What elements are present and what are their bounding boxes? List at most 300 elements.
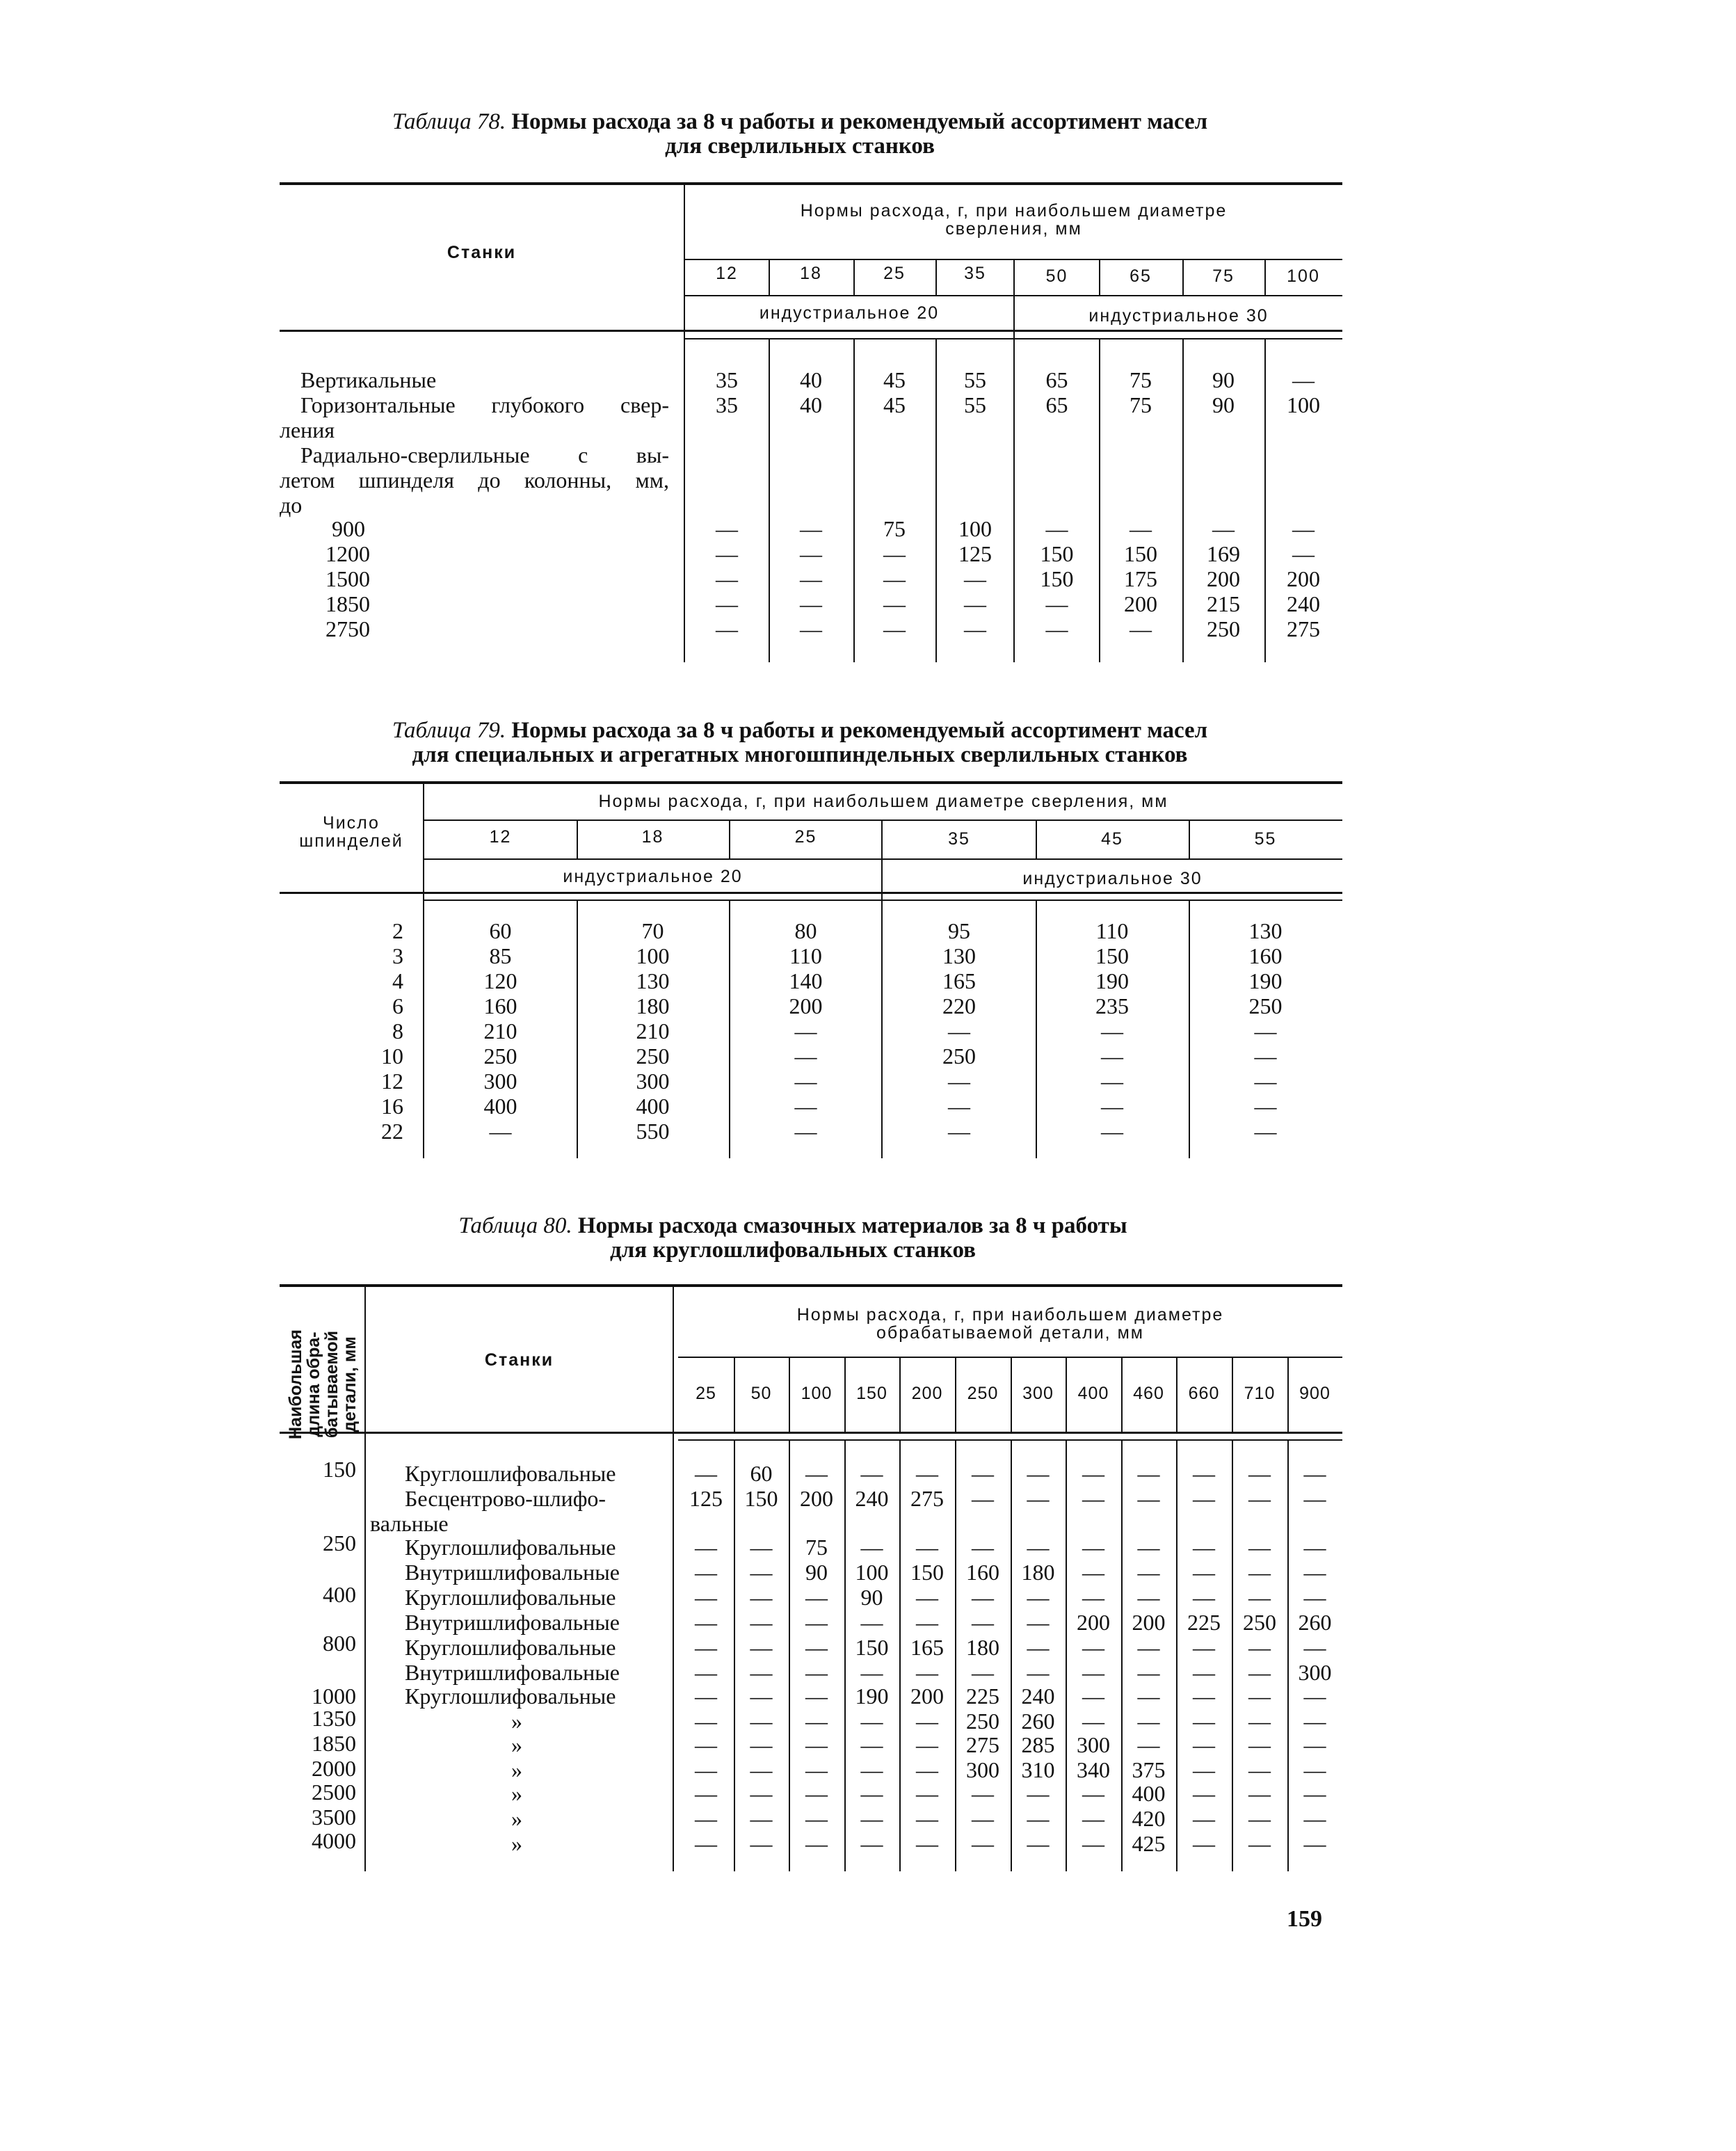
t80-row-label: Внутришлифовальные [405, 1560, 620, 1585]
t80-rule-header-bottom [280, 1432, 1342, 1434]
t80-value-cell: — [1137, 1732, 1160, 1757]
t80-value-cell: — [750, 1635, 773, 1660]
t79-rule-top [280, 781, 1342, 784]
t80-length-cell: 250 [323, 1530, 356, 1556]
t80-value-cell: — [1193, 1660, 1215, 1685]
t80-value-cell: — [805, 1806, 828, 1831]
t80-length-cell: 1000 [312, 1684, 356, 1709]
t80-diameter-header: 150 [856, 1384, 887, 1403]
t78-value-cell: — [1045, 591, 1068, 616]
t80-value-cell: 150 [855, 1635, 889, 1660]
t79-value-cell: 80 [794, 918, 817, 943]
t80-value-cell: 100 [855, 1560, 889, 1585]
t79-value-cell: 300 [636, 1069, 670, 1094]
t78-value-cell: — [716, 516, 738, 541]
t80-value-cell: — [750, 1684, 773, 1709]
t78-value-cell: 250 [1207, 616, 1240, 641]
t80-value-cell: — [1303, 1635, 1326, 1660]
t80-value-cell: — [1303, 1585, 1326, 1610]
t78-value-cell: 45 [883, 367, 906, 392]
t80-diameter-header: 710 [1244, 1384, 1276, 1403]
t80-value-cell: 275 [966, 1732, 999, 1757]
t80-value-cell: — [750, 1585, 773, 1610]
t80-value-cell: — [1137, 1461, 1160, 1486]
t80-value-cell: 250 [966, 1709, 999, 1734]
t80-value-cell: 425 [1132, 1831, 1166, 1856]
t80-value-cell: — [1303, 1732, 1326, 1757]
t80-vert-header-line1: Наибольшая [286, 1329, 305, 1439]
t80-diameter-header: 200 [911, 1384, 943, 1403]
t80-value-cell: 150 [910, 1560, 944, 1585]
t79-value-cell: — [794, 1043, 817, 1069]
t78-value-cell: 125 [958, 541, 992, 566]
t78-value-cell: — [964, 616, 986, 641]
t80-value-cell: — [972, 1660, 994, 1685]
t78-value-cell: — [883, 616, 906, 641]
t80-value-cell: — [750, 1757, 773, 1782]
t79-value-cell: — [1254, 1043, 1277, 1069]
t80-value-cell: — [1193, 1831, 1215, 1856]
t80-value-cell: — [860, 1461, 883, 1486]
t80-value-cell: — [1082, 1535, 1104, 1560]
t79-diameter-sep [1036, 821, 1037, 858]
t80-length-cell: 400 [323, 1582, 356, 1607]
t79-rule-diam-bottom [424, 858, 1342, 860]
t78-group-header-line1: Нормы расхода, г, при наибольшем диаметре [800, 201, 1228, 221]
t80-length-cell: 1350 [312, 1706, 356, 1731]
t80-value-cell: — [695, 1757, 717, 1782]
t79-value-cell: 165 [942, 968, 976, 993]
t79-diameter-header: 18 [641, 827, 664, 847]
t79-value-cell: — [948, 1094, 970, 1119]
t80-value-cell: — [1248, 1660, 1271, 1685]
t78-value-cell: 240 [1287, 591, 1320, 616]
t80-value-cell: — [805, 1732, 828, 1757]
t79-value-cell: 110 [789, 943, 822, 968]
t79-value-cell: 85 [489, 943, 512, 968]
t80-value-cell: — [1193, 1535, 1215, 1560]
t79-rule-diam-top [424, 819, 1342, 821]
t80-value-cell: — [1303, 1806, 1326, 1831]
t80-value-cell: — [695, 1781, 717, 1806]
t80-value-cell: — [916, 1757, 938, 1782]
t79-value-cell: 110 [1095, 918, 1129, 943]
t79-value-cell: — [948, 1018, 970, 1043]
t80-diameter-header: 25 [696, 1384, 716, 1403]
t80-row-label: вальные [370, 1511, 449, 1536]
t80-value-cell: 200 [1077, 1610, 1110, 1635]
t80-value-cell: — [1248, 1709, 1271, 1734]
t80-value-cell: — [916, 1461, 938, 1486]
t79-value-cell: — [794, 1018, 817, 1043]
t79-spindle-cell: 4 [392, 968, 403, 993]
t79-title-line2: для специальных и агрегатных многошпиндельных сверлильных станков [412, 742, 1188, 767]
t80-value-cell: 60 [750, 1461, 773, 1486]
t78-caption [278, 110, 1321, 158]
t80-value-cell: — [860, 1709, 883, 1734]
t80-value-cell: — [1303, 1709, 1326, 1734]
t80-value-cell: — [1137, 1660, 1160, 1685]
t80-value-cell: 340 [1077, 1757, 1110, 1782]
t80-value-cell: — [695, 1461, 717, 1486]
t78-value-cell: — [883, 591, 906, 616]
t80-value-cell: — [805, 1461, 828, 1486]
t80-value-cell: — [1303, 1560, 1326, 1585]
t80-value-cell: — [1303, 1757, 1326, 1782]
t80-value-cell: — [1193, 1560, 1215, 1585]
t80-value-cell: 300 [1298, 1660, 1332, 1685]
t79-value-cell: 60 [489, 918, 512, 943]
t80-value-cell: 285 [1021, 1732, 1055, 1757]
t78-label: Таблица 78. [392, 109, 506, 134]
t80-value-cell: 180 [966, 1635, 999, 1660]
t80-value-cell: — [750, 1732, 773, 1757]
t80-value-cell: — [860, 1781, 883, 1806]
t80-value-cell: — [805, 1781, 828, 1806]
t80-diameter-header: 900 [1299, 1384, 1331, 1403]
t80-value-cell: — [1193, 1461, 1215, 1486]
t80-value-cell: — [916, 1610, 938, 1635]
t80-value-cell: — [1027, 1831, 1050, 1856]
t78-diameter-header: 100 [1287, 266, 1320, 286]
t80-value-cell: 225 [966, 1684, 999, 1709]
t80-diameter-header: 460 [1133, 1384, 1164, 1403]
t80-value-cell: — [1027, 1486, 1050, 1511]
t79-value-cell: — [1101, 1069, 1123, 1094]
t80-row-label: Круглошлифовальные [405, 1535, 616, 1560]
t80-value-cell: — [695, 1806, 717, 1831]
t78-value-cell: 200 [1287, 566, 1320, 591]
t79-value-cell: 250 [483, 1043, 517, 1069]
t78-col-header-machines: Станки [447, 243, 517, 262]
t80-value-cell: — [695, 1684, 717, 1709]
t78-row-label: летом шпинделя до колонны, мм, [280, 467, 669, 493]
t80-value-cell: — [860, 1806, 883, 1831]
t79-value-cell: 400 [483, 1094, 517, 1119]
t79-value-cell: — [1101, 1119, 1123, 1144]
t80-value-cell: — [695, 1610, 717, 1635]
t78-row-label: 900 [332, 516, 365, 541]
t80-value-cell: 240 [855, 1486, 889, 1511]
t80-value-cell: — [860, 1660, 883, 1685]
t80-value-cell: — [1082, 1461, 1104, 1486]
t80-value-cell: 300 [966, 1757, 999, 1782]
t78-value-cell: 90 [1212, 367, 1235, 392]
t80-value-cell: — [1082, 1560, 1104, 1585]
t80-value-cell: — [695, 1660, 717, 1685]
t79-value-cell: 250 [636, 1043, 670, 1069]
t80-col-rule [955, 1358, 956, 1432]
t80-col-rule [1011, 1358, 1012, 1432]
t79-value-cell: 210 [636, 1018, 670, 1043]
t80-row-label: » [511, 1806, 522, 1831]
t78-value-cell: 275 [1287, 616, 1320, 641]
t80-value-cell: 150 [744, 1486, 778, 1511]
t78-value-cell: — [1212, 516, 1235, 541]
t80-group-header [678, 1306, 1342, 1343]
t79-value-cell: 140 [789, 968, 823, 993]
t80-vert-header-line3: батываемой [322, 1330, 341, 1439]
t78-row-label: ления [280, 417, 335, 442]
t78-value-cell: — [1045, 616, 1068, 641]
t79-col-header-line1: Число [323, 813, 380, 833]
t80-title-line1: Нормы расхода смазочных материалов за 8 ч работы [577, 1213, 1127, 1238]
t80-value-cell: — [916, 1709, 938, 1734]
t78-row-label: 1500 [326, 566, 370, 591]
t78-value-cell: — [1292, 516, 1315, 541]
t80-value-cell: — [1082, 1709, 1104, 1734]
t80-value-cell: 420 [1132, 1806, 1166, 1831]
t80-vline-stub [673, 1286, 674, 1871]
t79-value-cell: 130 [636, 968, 670, 993]
t80-value-cell: — [1303, 1535, 1326, 1560]
t78-diameter-header: 25 [883, 264, 906, 283]
t80-value-cell: 190 [855, 1684, 889, 1709]
t80-value-cell: — [972, 1461, 994, 1486]
t80-value-cell: — [1027, 1806, 1050, 1831]
t80-value-cell: — [1137, 1684, 1160, 1709]
t80-row-label: » [511, 1831, 522, 1856]
t78-row-label: 2750 [326, 616, 370, 641]
t79-value-cell: 95 [948, 918, 970, 943]
t80-value-cell: 75 [805, 1535, 828, 1560]
t80-value-cell: — [1082, 1831, 1104, 1856]
t80-value-cell: — [1137, 1635, 1160, 1660]
t80-vert-header-line4: детали, мм [340, 1336, 360, 1432]
t79-value-cell: 130 [942, 943, 976, 968]
t79-value-cell: 150 [1095, 943, 1129, 968]
t78-value-cell: — [800, 616, 822, 641]
t80-value-cell: — [695, 1831, 717, 1856]
t80-group-header-line1: Нормы расхода, г, при наибольшем диаметре [796, 1305, 1224, 1325]
t80-value-cell: 180 [1021, 1560, 1055, 1585]
t78-value-cell: — [716, 616, 738, 641]
t80-value-cell: — [1193, 1709, 1215, 1734]
t80-value-cell: — [916, 1732, 938, 1757]
t79-value-cell: 220 [942, 993, 976, 1018]
t79-spindle-cell: 2 [392, 918, 403, 943]
t79-group-header: Нормы расхода, г, при наибольшем диаметре сверления, мм [598, 792, 1168, 811]
t80-value-cell: — [695, 1535, 717, 1560]
t79-value-cell: — [1101, 1018, 1123, 1043]
t80-rule-top [280, 1284, 1342, 1287]
t78-diameter-header: 12 [716, 264, 738, 283]
t78-value-cell: 175 [1124, 566, 1157, 591]
t78-diameter-sep [1264, 260, 1266, 295]
t78-value-cell: — [800, 541, 822, 566]
t80-value-cell: — [972, 1831, 994, 1856]
t78-row-label: Радиально-сверлильные с вы- [300, 442, 669, 467]
t80-value-cell: — [916, 1585, 938, 1610]
t79-oil-a: индустриальное 20 [563, 867, 743, 886]
t80-value-cell: 310 [1021, 1757, 1055, 1782]
t80-value-cell: — [1248, 1831, 1271, 1856]
t79-diameter-header: 35 [948, 829, 970, 849]
t78-value-cell: — [883, 566, 906, 591]
t78-diameter-header: 35 [964, 264, 986, 283]
t80-value-cell: — [1082, 1806, 1104, 1831]
t79-value-cell: — [1101, 1094, 1123, 1119]
t80-vert-header-line2: длина обра- [304, 1332, 323, 1437]
t78-value-cell: 100 [958, 516, 992, 541]
t80-value-cell: — [1248, 1461, 1271, 1486]
t79-spindle-cell: 10 [381, 1043, 403, 1069]
t80-row-label: Круглошлифовальные [405, 1585, 616, 1610]
t80-value-cell: 160 [966, 1560, 999, 1585]
t80-value-cell: — [972, 1535, 994, 1560]
t80-col-rule [844, 1358, 846, 1432]
t79-oil-b: индустриальное 30 [1022, 869, 1203, 888]
t80-value-cell: — [1248, 1781, 1271, 1806]
t80-col-rule [734, 1358, 735, 1432]
t80-label: Таблица 80. [458, 1213, 572, 1238]
t79-spindle-cell: 22 [381, 1119, 403, 1144]
t79-spindle-cell: 6 [392, 993, 403, 1018]
t79-value-cell: 100 [636, 943, 670, 968]
t80-value-cell: — [750, 1831, 773, 1856]
t80-value-cell: — [1248, 1635, 1271, 1660]
t78-value-cell: — [716, 566, 738, 591]
t80-col-rule [1287, 1358, 1289, 1432]
t80-value-cell: — [1193, 1486, 1215, 1511]
t78-value-cell: 65 [1045, 392, 1068, 417]
t80-col-rule [1066, 1358, 1067, 1432]
t80-value-cell: — [916, 1660, 938, 1685]
t80-length-cell: 4000 [312, 1828, 356, 1853]
t79-value-cell: 70 [641, 918, 664, 943]
t80-value-cell: — [805, 1660, 828, 1685]
t79-spindle-cell: 12 [381, 1069, 403, 1094]
t79-rule-header-bottom [280, 892, 1342, 894]
t80-value-cell: — [1193, 1757, 1215, 1782]
t80-value-cell: 200 [1132, 1610, 1166, 1635]
t78-value-cell: — [1045, 516, 1068, 541]
t80-value-cell: — [695, 1732, 717, 1757]
t78-rule-top [280, 182, 1342, 185]
t80-row-label: Круглошлифовальные [405, 1461, 616, 1486]
t80-value-cell: — [1193, 1732, 1215, 1757]
t79-value-cell: — [1254, 1069, 1277, 1094]
t80-value-cell: — [1027, 1781, 1050, 1806]
t79-value-cell: — [1254, 1094, 1277, 1119]
t80-value-cell: — [695, 1709, 717, 1734]
t80-value-cell: — [1027, 1610, 1050, 1635]
t80-value-cell: — [860, 1610, 883, 1635]
t78-value-cell: 75 [1130, 367, 1152, 392]
t79-value-cell: 200 [789, 993, 823, 1018]
t80-value-cell: — [1027, 1461, 1050, 1486]
t80-value-cell: — [805, 1757, 828, 1782]
t80-value-cell: 165 [910, 1635, 944, 1660]
t80-diameter-header: 100 [801, 1384, 833, 1403]
t79-value-cell: 180 [636, 993, 670, 1018]
t80-value-cell: — [972, 1585, 994, 1610]
t78-diameter-header: 65 [1130, 266, 1152, 286]
t80-col-rule [1176, 1358, 1178, 1432]
t78-value-cell: — [800, 566, 822, 591]
t80-length-cell: 2500 [312, 1780, 356, 1805]
t78-value-cell: — [716, 591, 738, 616]
t79-value-cell: — [1254, 1018, 1277, 1043]
t80-value-cell: — [805, 1831, 828, 1856]
t80-value-cell: — [1137, 1585, 1160, 1610]
t78-value-cell: 45 [883, 392, 906, 417]
t80-col-rule [899, 1358, 901, 1432]
t80-value-cell: — [695, 1560, 717, 1585]
t78-value-cell: 75 [883, 516, 906, 541]
t80-vline-length [364, 1286, 366, 1871]
t80-col-header-machines: Станки [484, 1350, 554, 1370]
t79-value-cell: 190 [1248, 968, 1283, 993]
t80-value-cell: 260 [1298, 1610, 1332, 1635]
t78-diameter-sep [853, 260, 855, 295]
t78-value-cell: — [883, 541, 906, 566]
t78-row-label: Горизонтальные глубокого свер- [300, 392, 669, 417]
t80-col-rule [1121, 1358, 1123, 1432]
t80-value-cell: — [1193, 1585, 1215, 1610]
t80-value-cell: — [916, 1806, 938, 1831]
t80-diameter-header: 300 [1022, 1384, 1054, 1403]
t80-value-cell: — [1082, 1635, 1104, 1660]
t79-value-cell: 160 [483, 993, 517, 1018]
t80-diameter-header: 400 [1077, 1384, 1109, 1403]
t80-value-cell: — [750, 1806, 773, 1831]
t80-value-cell: — [1027, 1635, 1050, 1660]
t80-value-cell: 125 [689, 1486, 723, 1511]
t80-value-cell: — [972, 1610, 994, 1635]
t79-value-cell: 235 [1095, 993, 1129, 1018]
t80-value-cell: — [750, 1660, 773, 1685]
t79-spindle-cell: 8 [392, 1018, 403, 1043]
t80-length-cell: 1850 [312, 1731, 356, 1756]
t80-row-label: » [511, 1709, 522, 1734]
t78-value-cell: 65 [1045, 367, 1068, 392]
t80-value-cell: — [1137, 1560, 1160, 1585]
t80-value-cell: — [805, 1684, 828, 1709]
t80-value-cell: — [972, 1486, 994, 1511]
t79-col-header-spindles [280, 814, 423, 851]
t78-value-cell: — [964, 566, 986, 591]
t78-value-cell: — [1292, 541, 1315, 566]
t80-value-cell: — [805, 1709, 828, 1734]
t80-diameter-header: 660 [1188, 1384, 1220, 1403]
t80-value-cell: 250 [1243, 1610, 1276, 1635]
t80-value-cell: — [972, 1781, 994, 1806]
t80-value-cell: — [805, 1585, 828, 1610]
t78-value-cell: 40 [800, 367, 822, 392]
t80-value-cell: 200 [800, 1486, 833, 1511]
t79-spindle-cell: 16 [381, 1094, 403, 1119]
t78-value-cell: 200 [1124, 591, 1157, 616]
t78-value-cell: 40 [800, 392, 822, 417]
t80-value-cell: 300 [1077, 1732, 1110, 1757]
t79-value-cell: — [794, 1069, 817, 1094]
t79-diameter-sep [577, 821, 578, 858]
t78-row-label: Вертикальные [300, 367, 437, 392]
t80-length-cell: 150 [323, 1457, 356, 1482]
t79-value-cell: 130 [1248, 918, 1283, 943]
t80-value-cell: 200 [910, 1684, 944, 1709]
t80-value-cell: — [750, 1781, 773, 1806]
t79-diameter-header: 45 [1101, 829, 1123, 849]
t80-value-cell: — [1248, 1585, 1271, 1610]
t80-value-cell: — [1303, 1486, 1326, 1511]
t80-value-cell: 90 [805, 1560, 828, 1585]
t78-diameter-sep [935, 260, 937, 295]
t78-diameter-header: 18 [800, 264, 822, 283]
t79-spindle-cell: 3 [392, 943, 403, 968]
t79-title-line1: Нормы расхода за 8 ч работы и рекомендуемый ассортимент масел [511, 718, 1208, 743]
